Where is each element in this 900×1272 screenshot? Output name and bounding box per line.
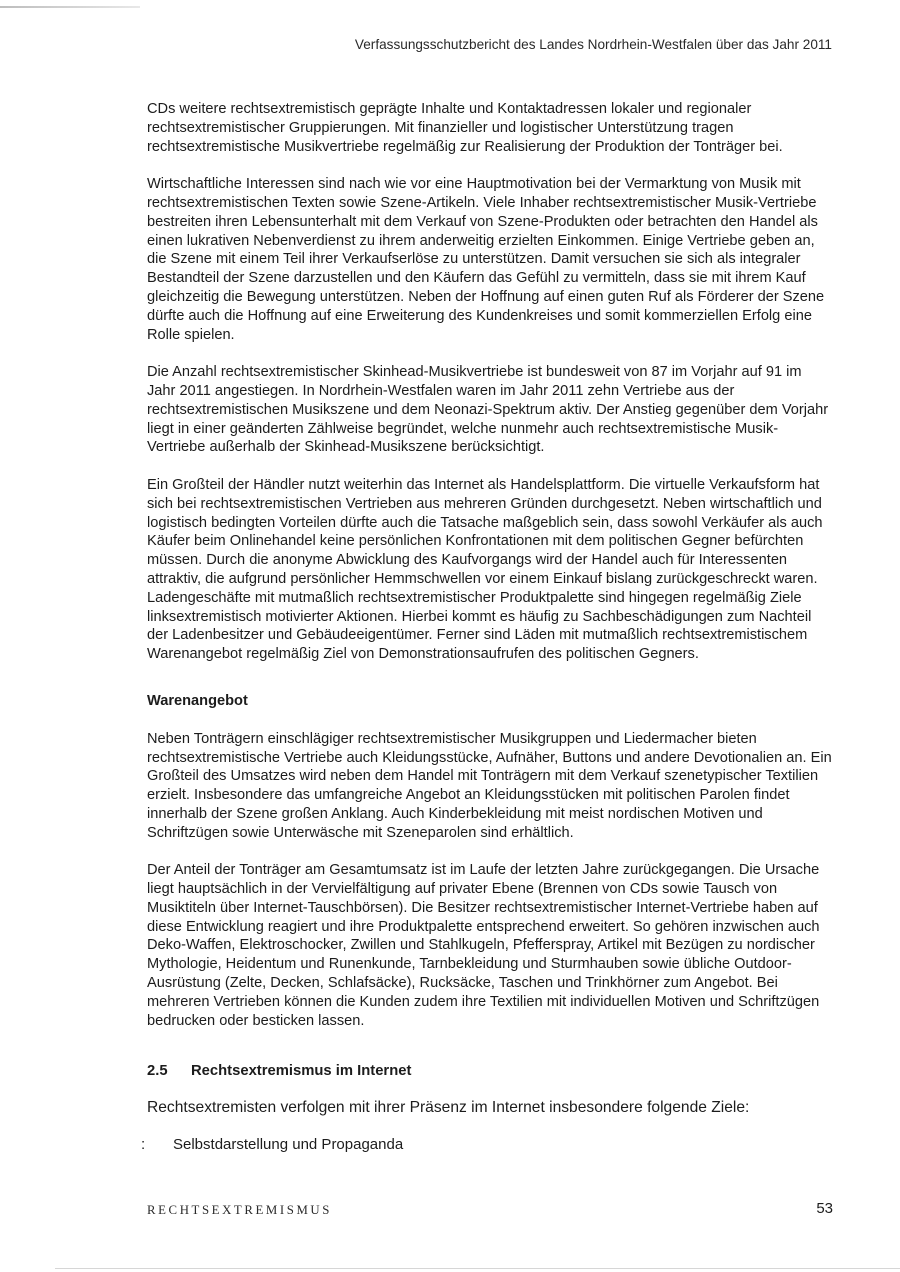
body-paragraph: CDs weitere rechtsextremistisch geprägte Inhalte und Kontaktadressen lokaler und regionaler rechtsextremistischer Gruppierungen. Mit finanzieller und logistischer Unterstützung tragen rechtsextremistische Musikvertriebe regelmäßig zur Realisierung der Produktion der Tonträger bei. bbox=[147, 101, 783, 155]
top-rule bbox=[0, 6, 140, 8]
page-content bbox=[141, 100, 832, 1155]
list-item-text: Selbstdarstellung und Propaganda bbox=[173, 1136, 404, 1154]
subheading-warenangebot: Warenangebot bbox=[147, 692, 248, 709]
running-header: Verfassungsschutzbericht des Landes Nordrhein-Westfalen über das Jahr 2011 bbox=[354, 37, 832, 52]
body-paragraph: Neben Tonträgern einschlägiger rechtsextremistischer Musikgruppen und Liedermacher bieten rechtsextremistische Vertriebe auch Kleidungsstücke, Aufnäher, Buttons und andere Devotionalien an. Ein Großteil des Umsatzes wird neben dem Handel mit Tonträgern mit dem Verkauf szenetypischer Textilien erzielt. Insbesondere das umfangreiche Angebot an Kleidungsstücken mit politischen Parolen findet innerhalb der Szene großen Anklang. Auch Kinderbekleidung mit meist nordischen Motiven und Schriftzügen sowie Unterwäsche mit Szeneparolen sind erhältlich. bbox=[147, 730, 832, 841]
section-heading bbox=[147, 1062, 832, 1081]
body-paragraph: Ein Großteil der Händler nutzt weiterhin das Internet als Handelsplattform. Die virtuelle Verkaufsform hat sich bei rechtsextremistischen Vertrieben aus mehreren Gründen durchgesetzt. Neben wirtschaftlich und logistisch bedingten Vorteilen dürfte auch die Tatsache maßgeblich sein, dass sowohl Verkäufer als auch Käufer beim Onlinehandel keine persönlichen Konfrontationen mit dem politischen Gegner befürchten müssen. Durch die anonyme Abwicklung des Kaufvorgangs wird der Handel auch für Interessenten attraktiv, die aufgrund persönlicher Hemmschwellen vor einem Einkauf bislang zurückgeschreckt waren. Ladengeschäfte mit mutmaßlich rechtsextremistischer Produktpalette sind hingegen regelmäßig Ziele linksextremistisch motivierter Aktionen. Hierbei kommt es häufig zu Sachbeschädigungen zum Nachteil der Ladenbesitzer und Gebäudeeigentümer. Ferner sind Läden mit mutmaßlich rechtsextremistischem Warenangebot regelmäßig Ziel von Demonstrationsaufrufen des politischen Gegners. bbox=[147, 476, 823, 663]
body-paragraph: Wirtschaftliche Interessen sind nach wie vor eine Hauptmotivation bei der Vermarktung von Musik mit rechtsextremistischen Texten sowie Szene-Artikeln. Viele Inhaber rechtsextremistischer Musik-Vertriebe bestreiten ihren Lebensunterhalt mit dem Verkauf von Szene-Produkten oder betrachten den Handel als einen lukrativen Nebenverdienst zu ihrem anderweitig erzielten Einkommen. Einige Vertriebe geben an, die Szene mit einem Teil ihrer Verkaufserlöse zu unterstützen. Damit versuchen sie sich als integraler Bestandteil der Szene darzustellen und den Käufern das Gefühl zu vermitteln, dass sie mit ihrem Kauf gleichzeitig die Bewegung unterstützen. Neben der Hoffnung auf einen guten Ruf als Förderer der Szene dürfte auch die Hoffnung auf eine Erweiterung des Kundenkreises und somit kommerziellen Erfolg eine Rolle spielen. bbox=[147, 176, 825, 343]
bullet-marker: : bbox=[141, 1136, 146, 1154]
section-title: Rechtsextremismus im Internet bbox=[191, 1063, 412, 1080]
list-item bbox=[141, 1136, 832, 1155]
page-number: 53 bbox=[816, 1200, 833, 1217]
body-paragraph: Der Anteil der Tonträger am Gesamtumsatz ist im Laufe der letzten Jahre zurückgegangen. Die Ursache liegt hauptsächlich in der Vervielfältigung auf privater Ebene (Brennen von CDs sowie Tausch von Musiktiteln über Internet-Tauschbörsen). Die Besitzer rechtsextremistischer Internet-Vertriebe haben auf diese Entwicklung reagiert und ihre Produktpalette entsprechend erweitert. So gehören inzwischen auch Deko-Waffen, Elektroschocker, Zwillen und Stahlkugeln, Pfefferspray, Artikel mit Bezügen zu nordischer Mythologie, Heidentum und Runenkunde, Tarnbekleidung und Sturmhauben sowie übliche Outdoor-Ausrüstung (Zelte, Decken, Schlafsäcke), Rucksäcke, Taschen und Trinkhörner zum Angebot. Bei mehreren Vertrieben können die Kunden zudem ihre Textilien mit individuellen Motiven und Schriftzügen bedrucken oder besticken lassen. bbox=[147, 862, 820, 1029]
bottom-rule bbox=[55, 1268, 900, 1269]
section-intro: Rechtsextremisten verfolgen mit ihrer Präsenz im Internet insbesondere folgende Ziele: bbox=[147, 1099, 750, 1117]
body-paragraph: Die Anzahl rechtsextremistischer Skinhead-Musikvertriebe ist bundesweit von 87 im Vorjahr auf 91 im Jahr 2011 angestiegen. In Nordrhein-Westfalen waren im Jahr 2011 zehn Vertriebe aus der rechtsextremistischen Musikszene und dem Neonazi-Spektrum aktiv. Der Anstieg gegenüber dem Vorjahr liegt in einer geänderten Zählweise begründet, welche nunmehr auch rechtsextremistische Musik-Vertriebe außerhalb der Skinhead-Musikszene berücksichtigt. bbox=[147, 364, 829, 456]
section-number: 2.5 bbox=[147, 1063, 168, 1080]
footer-label: RECHTSEXTREMISMUS bbox=[147, 1203, 332, 1217]
